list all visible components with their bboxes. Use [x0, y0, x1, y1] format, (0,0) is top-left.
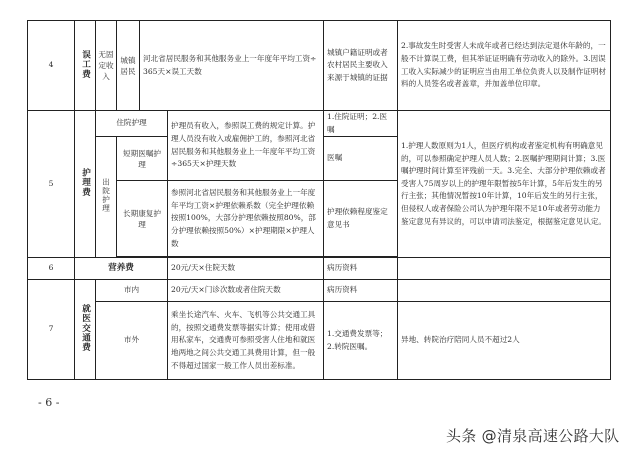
row-number: 4	[28, 21, 75, 111]
watermark: 头条 @清泉高速公路大队	[446, 427, 620, 445]
out-of-city-label: 市外	[96, 302, 168, 380]
short-term-evidence: 医嘱	[324, 137, 398, 181]
table-row-7-out	[28, 302, 611, 380]
item-name: 就医交通费	[75, 280, 96, 380]
out-of-city-evidence: 1.交通费发票等；2.转院医嘱。	[324, 302, 398, 380]
inpatient-calc-method: 护理员有收入，参照误工费的规定计算。护理人员没有收入或雇佣护工的，参照河北省居民服务和其他服务业上一年度年平均工资÷365天×护理天数	[168, 111, 324, 181]
table-row-6	[28, 258, 611, 280]
short-term-care-label: 短期医嘱护理	[117, 137, 168, 181]
out-of-city-calc-method: 乘坐长途汽车、火车、飞机等公共交通工具的，按照交通费发票等据实计算；使用或借用私家车，交通费可参照受害人住地和就医地两地之间公共交通工具费用计算，但一般不得超过国家一般工作人员出差标准。	[168, 302, 324, 380]
city-label: 市内	[96, 280, 168, 302]
row-number: 5	[28, 111, 75, 258]
item-name: 护理费	[75, 111, 96, 258]
city-calc-method: 20元/天×门诊次数或者住院天数	[168, 280, 324, 302]
inpatient-care-label: 住院护理	[96, 111, 168, 137]
notes: 2.事故发生时受害人未成年或者已经达到法定退休年龄的，一般不计算误工费，但其举证证明确有劳动收入的除外。3.因误工收入实际减少的证明应当由用工单位负责人以及制作证明材料的人员签名或者盖章，并加盖单位印章。	[398, 21, 611, 111]
item-name: 营养费	[75, 258, 168, 280]
item-name: 误工费	[75, 21, 96, 111]
sub-category-no-fixed-income: 无固定收入	[96, 21, 117, 111]
long-term-calc-method: 参照河北省居民服务和其他服务业上一年度年平均工资×护理依赖系数（完全护理依赖按照100%，大部分护理依赖按照80%，部分护理依赖按照50%）×护理期限×护理人数	[168, 181, 324, 257]
evidence: 病历资料	[324, 258, 398, 280]
notes	[398, 258, 611, 280]
page-number: - 6 -	[38, 396, 60, 409]
outpatient-care-label: 出院护理	[96, 137, 117, 258]
city-notes	[398, 280, 611, 302]
city-evidence: 病历资料	[324, 280, 398, 302]
care-notes: 1.护理人数原则为1人，但医疗机构或者鉴定机构有明确意见的，可以参照确定护理人员人数；2.医嘱护理期间计算；3.医嘱护理时间计算至评残前一天。3.完全、大部分护理依赖或者受害人75周岁以上的护理年限暂按5年计算，5年后发生的另行主张；其他情况暂按10年计算，10年后发生的另行主张，但侵权人或者保险公司认为护理年限不足10年或者劳动能力鉴定意见有异议的，可以申请司法鉴定，根据鉴定意见认定。	[398, 111, 611, 258]
calc-method: 20元/天×住院天数	[168, 258, 324, 280]
table-row-4	[28, 21, 611, 111]
sub-category-urban-resident: 城镇居民	[117, 21, 140, 111]
out-of-city-notes: 异地、转院治疗陪同人员不超过2人	[398, 302, 611, 380]
long-term-evidence: 护理依赖程度鉴定意见书	[324, 181, 398, 257]
evidence: 城镇户籍证明或者农村居民主要收入来源于城镇的证据	[324, 21, 398, 111]
long-term-care-label: 长期康复护理	[117, 181, 168, 257]
compensation-table	[27, 20, 611, 380]
table-row-5-inpatient	[28, 111, 611, 137]
table-row-7-city	[28, 280, 611, 302]
inpatient-evidence: 1.住院证明；2.医嘱	[324, 111, 398, 137]
row-number: 6	[28, 258, 75, 280]
calc-method: 河北省居民服务和其他服务业上一年度年平均工资÷365天×误工天数	[140, 21, 324, 111]
row-number: 7	[28, 280, 75, 380]
